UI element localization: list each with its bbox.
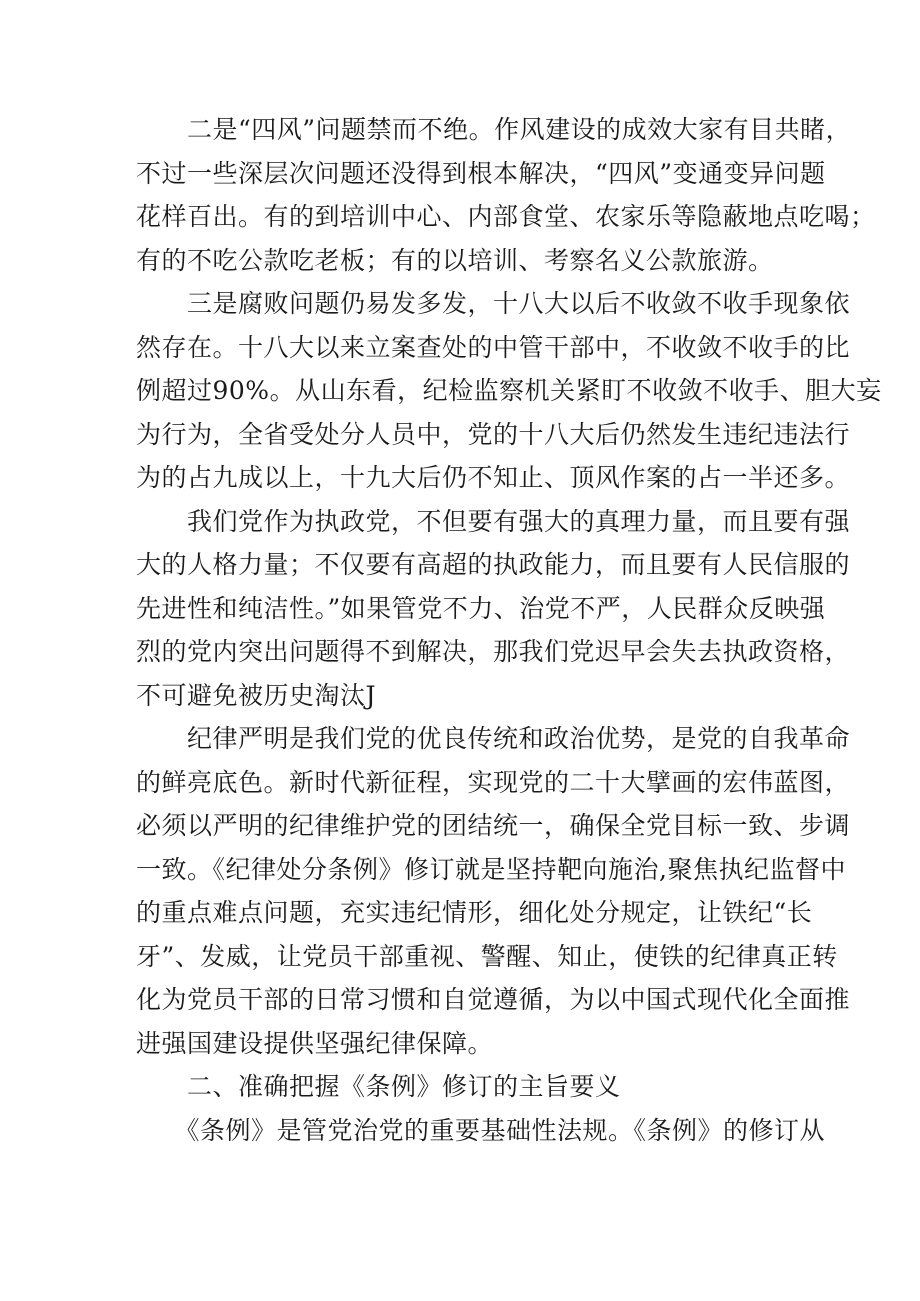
paragraph-discipline: [136, 717, 851, 1065]
text-line: 不可避免被历史淘汰J: [136, 680, 377, 710]
text-line: 纪律严明是我们党的优良传统和政治优势，是党的自我革命: [136, 724, 851, 753]
text-line: 《条例》是管党治党的重要基础性法规。《条例》的修订从: [136, 1115, 826, 1145]
document-body: [136, 108, 882, 1152]
text-line: 不过一些深层次问题还没得到根本解决，“四风”变通变异问题: [136, 158, 826, 188]
text-line: 有的不吃公款吃老板；有的以培训、考察名义公款旅游。: [136, 245, 774, 275]
section-heading: [136, 1065, 796, 1109]
text-line: 必须以严明的纪律维护党的团结统一，确保全党目标一致、步调: [136, 811, 851, 840]
heading-line: 二、准确把握《条例》修订的主旨要义: [136, 1072, 621, 1101]
text-line: 然存在。十八大以来立案查处的中管干部中，不收敛不收手的比: [136, 332, 851, 362]
text-line: 牙”、发威，让党员干部重视、警醒、知止，使铁的纪律真正转: [136, 941, 838, 971]
text-line: 我们党作为执政党，不但要有强大的真理力量，而且要有强: [136, 506, 851, 536]
text-line: 的鲜亮底色。新时代新征程，实现党的二十大擘画的宏伟蓝图，: [136, 767, 851, 797]
text-line: 化为党员干部的日常习惯和自觉遵循，为以中国式现代化全面推: [136, 985, 851, 1014]
paragraph-four-winds: [136, 108, 876, 282]
text-line: 三是腐败问题仍易发多发，十八大以后不收敛不收手现象依: [136, 289, 851, 318]
text-line: 进强国建设提供坚强纪律保障。: [136, 1028, 494, 1058]
text-line: 烈的党内突出问题得不到解决，那我们党迟早会失去执政资格，: [136, 637, 851, 666]
text-line: 大的人格力量；不仅要有高超的执政能力，而且要有人民信服的: [136, 550, 851, 579]
text-line: 一致。《纪律处分条例》修订就是坚持靶向施治,聚焦执纪监督中: [136, 854, 846, 884]
text-line: 的重点难点问题，充实违纪情形，细化处分规定，让铁纪“长: [136, 898, 813, 927]
paragraph-regulations: [136, 1109, 826, 1153]
text-line: 为行为，全省受处分人员中，党的十八大后仍然发生违纪违法行: [136, 419, 851, 449]
text-line: 为的占九成以上，十九大后仍不知止、顶风作案的占一半还多。: [136, 463, 851, 492]
text-line: 例超过90%。从山东看，纪检监察机关紧盯不收敛不收手、胆大妄: [136, 376, 882, 405]
paragraph-ruling-party: [136, 500, 851, 718]
paragraph-corruption: [136, 282, 882, 500]
text-line: 二是“四风”问题禁而不绝。作风建设的成效大家有目共睹，: [136, 115, 852, 144]
text-line: 先进性和纯洁性。”如果管党不力、治党不严，人民群众反映强: [136, 593, 826, 623]
text-line: 花样百出。有的到培训中心、内部食堂、农家乐等隐蔽地点吃喝；: [136, 202, 876, 231]
